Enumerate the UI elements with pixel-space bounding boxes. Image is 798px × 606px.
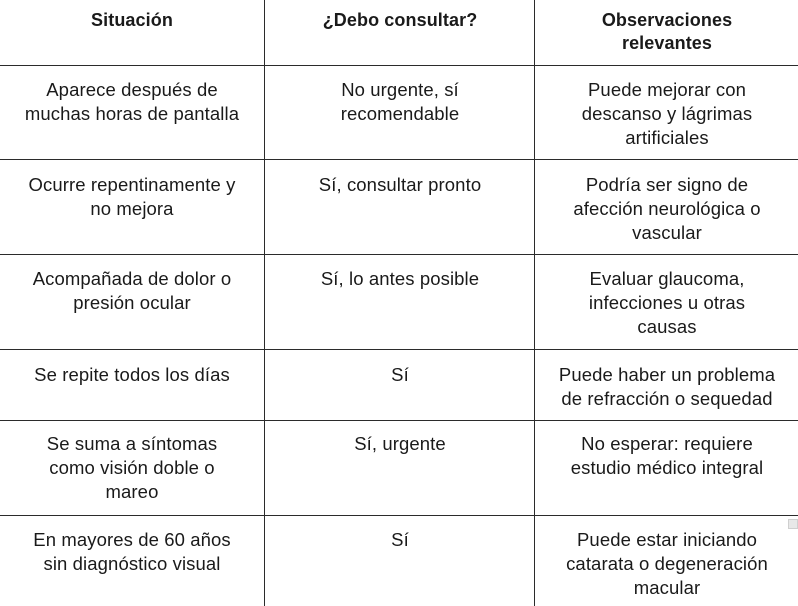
cell-line: Aparece después de <box>46 79 218 100</box>
cell-line: recomendable <box>340 103 460 124</box>
cell-line: Sí, consultar pronto <box>318 174 482 195</box>
row-5-observaciones <box>536 432 798 480</box>
cell-line: infecciones u otras <box>588 292 746 313</box>
cell-line: Se repite todos los días <box>34 364 230 385</box>
cell-line: presión ocular <box>73 292 191 313</box>
cell-line: Puede haber un problema <box>558 364 776 385</box>
row-3-consultar <box>266 267 534 291</box>
row-1-consultar <box>266 78 534 126</box>
cell-line: No urgente, sí <box>341 79 459 100</box>
cell-line: como visión doble o <box>49 457 215 478</box>
header-line: ¿Debo consultar? <box>322 10 478 30</box>
cell-line: vascular <box>632 222 702 243</box>
row-4-observaciones <box>536 363 798 411</box>
cell-line: Sí, lo antes posible <box>320 268 480 289</box>
header-debo-consultar <box>266 9 534 32</box>
row-4-situacion <box>0 363 264 387</box>
cell-line: Acompañada de dolor o <box>32 268 232 289</box>
header-situacion <box>0 9 264 32</box>
row-6-observaciones <box>536 528 798 600</box>
row-5-consultar <box>266 432 534 456</box>
row-4-consultar <box>266 363 534 387</box>
cell-line: mareo <box>105 481 159 502</box>
header-line: relevantes <box>621 33 713 53</box>
header-line: Situación <box>91 10 173 30</box>
cell-line: catarata o degeneración <box>566 553 768 574</box>
cell-line: Puede mejorar con <box>587 79 746 100</box>
cell-line: afección neurológica o <box>573 198 761 219</box>
cell-line: descanso y lágrimas <box>581 103 753 124</box>
row-3-situacion <box>0 267 264 315</box>
row-divider-3 <box>0 349 798 350</box>
cell-line: no mejora <box>90 198 174 219</box>
row-divider-header <box>0 65 798 66</box>
cell-line: sin diagnóstico visual <box>43 553 221 574</box>
cell-line: de refracción o sequedad <box>561 388 773 409</box>
row-1-situacion <box>0 78 264 126</box>
row-6-situacion <box>0 528 264 576</box>
row-2-consultar <box>266 173 534 197</box>
cell-line: Sí <box>391 364 409 385</box>
cell-line: Sí <box>391 529 409 550</box>
cell-line: Ocurre repentinamente y <box>28 174 236 195</box>
row-2-situacion <box>0 173 264 221</box>
row-divider-4 <box>0 420 798 421</box>
row-3-observaciones <box>536 267 798 339</box>
header-line: Observaciones <box>601 10 733 30</box>
row-divider-1 <box>0 159 798 160</box>
row-divider-5 <box>0 515 798 516</box>
row-2-observaciones <box>536 173 798 245</box>
row-1-observaciones <box>536 78 798 150</box>
cell-line: Evaluar glaucoma, <box>589 268 745 289</box>
cell-line: estudio médico integral <box>570 457 764 478</box>
cell-line: En mayores de 60 años <box>33 529 231 550</box>
cell-line: No esperar: requiere <box>581 433 753 454</box>
cell-line: causas <box>637 316 697 337</box>
row-6-consultar <box>266 528 534 552</box>
cell-line: Puede estar iniciando <box>576 529 758 550</box>
cell-line: muchas horas de pantalla <box>24 103 240 124</box>
cell-line: artificiales <box>625 127 709 148</box>
cell-line: macular <box>633 577 701 598</box>
row-divider-2 <box>0 254 798 255</box>
cell-line: Sí, urgente <box>354 433 446 454</box>
header-observaciones <box>536 9 798 55</box>
row-5-situacion <box>0 432 264 504</box>
cell-line: Podría ser signo de <box>585 174 749 195</box>
edge-artifact <box>788 519 798 529</box>
cell-line: Se suma a síntomas <box>46 433 218 454</box>
